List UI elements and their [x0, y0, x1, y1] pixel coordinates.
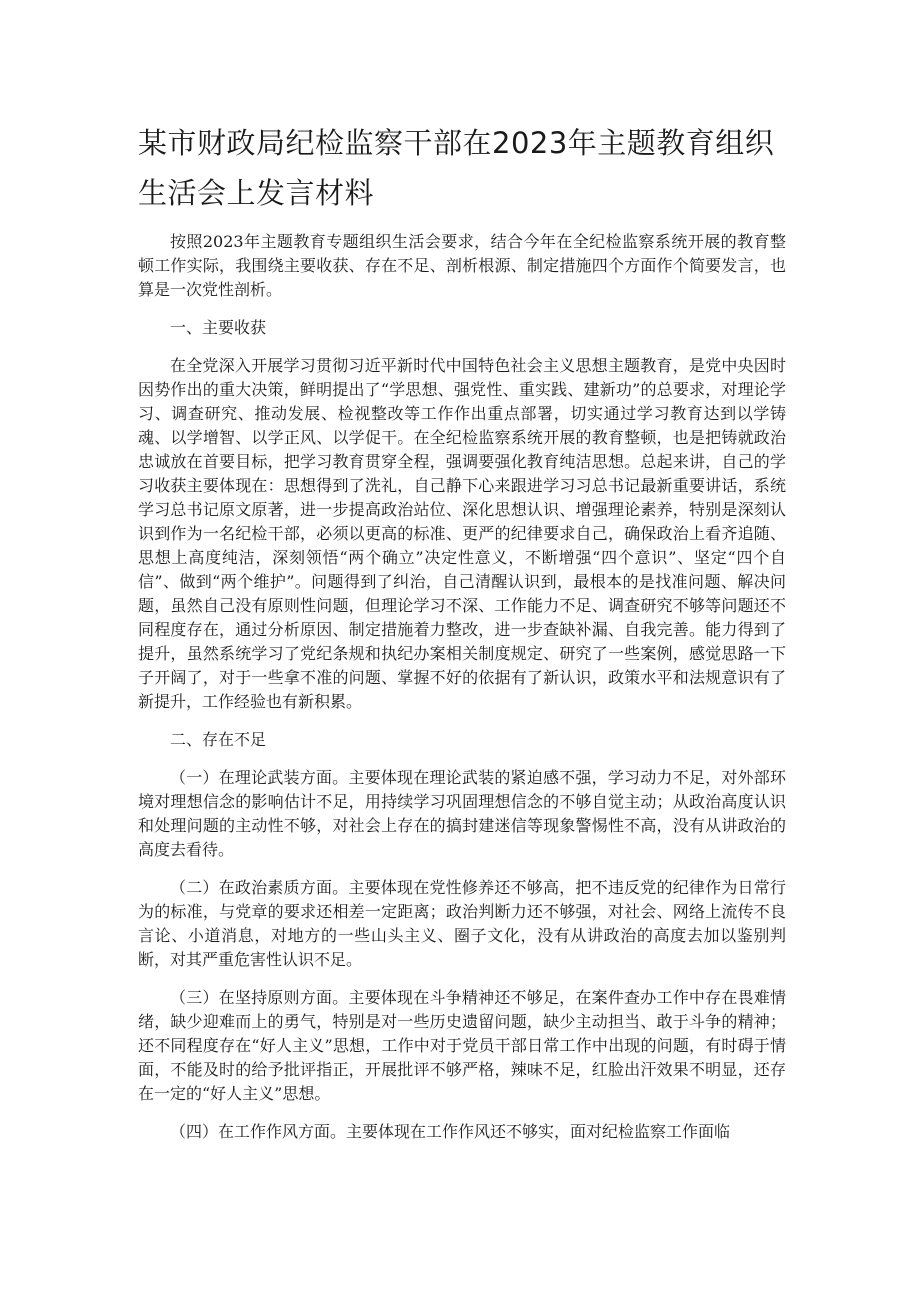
section-body-main-gains: 在全党深入开展学习贯彻习近平新时代中国特色社会主义思想主题教育，是党中央因时因势作出的重大决策，鲜明提出了“学思想、强党性、重实践、建新功”的总要求，对理论学习、调查研究、推动发展、检视整改等工作作出重点部署，切实通过学习教育达到以学铸魂、以学增智、以学正风、以学促干。在全纪检监察系统开展的教育整顿，也是把铸就政治忠诚放在首要目标，把学习教育贯穿全程，强调要强化教育纯洁思想。总起来讲，自己的学习收获主要体现在：思想得到了洗礼，自己静下心来跟进学习习总书记最新重要讲话，系统学习总书记原文原著，进一步提高政治站位、深化思想认识、增强理论素养，特别是深刻认识到作为一名纪检干部，必须以更高的标准、更严的纪律要求自己，确保政治上看齐追随、思想上高度纯洁，深刻领悟“两个确立”决定性意义，不断增强“四个意识”、坚定“四个自信”、做到“两个维护”。问题得到了纠治，自己清醒认识到，最根本的是找准问题、解决问题，虽然自己没有原则性问题，但理论学习不深、工作能力不足、调查研究不够等问题还不同程度存在，通过分析原因、制定措施着力整改，进一步查缺补漏、自我完善。能力得到了提升，虽然系统学习了党纪条规和执纪办案相关制度规定、研究了一些案例，感觉思路一下子开阔了，对于一些拿不准的问题、掌握不好的依据有了新认识，政策水平和法规意识有了新提升，工作经验也有新积累。 [138, 356, 786, 711]
intro-paragraph: 按照2023年主题教育专题组织生活会要求，结合今年在全纪检监察系统开展的教育整顿工作实际，我围绕主要收获、存在不足、剖析根源、制定措施四个方面作个简要发言，也算是一次党性剖析。 [138, 232, 786, 299]
document-title: 某市财政局纪检监察干部在2023年主题教育组织生活会上发言材料 [138, 126, 775, 210]
section-heading-main-gains: 一、主要收获 [170, 318, 267, 337]
section-heading-shortcomings: 二、存在不足 [170, 730, 267, 749]
document-page [138, 118, 786, 1158]
shortcoming-item-political: （二）在政治素质方面。主要体现在党性修养还不够高，把不违反党的纪律作为日常行为的标准，与党章的要求还相差一定距离；政治判断力还不够强，对社会、网络上流传不良言论、小道消息，对地方的一些山头主义、圈子文化，没有从讲政治的高度去加以鉴别判断，对其严重危害性认识不足。 [138, 878, 786, 969]
shortcoming-item-work-style: （四）在工作作风方面。主要体现在工作作风还不够实，面对纪检监察工作面临 [170, 1122, 731, 1141]
shortcoming-item-principle: （三）在坚持原则方面。主要体现在斗争精神还不够足，在案件查办工作中存在畏难情绪，缺少迎难而上的勇气，特别是对一些历史遗留问题，缺少主动担当、敢于斗争的精神；还不同程度存在“好人主义”思想，工作中对于党员干部日常工作中出现的问题，有时碍于情面，不能及时的给予批评指正，开展批评不够严格，辣味不足，红脸出汗效果不明显，还存在一定的“好人主义”思想。 [138, 988, 786, 1103]
shortcoming-item-theory: （一）在理论武装方面。主要体现在理论武装的紧迫感不强，学习动力不足，对外部环境对理想信念的影响估计不足，用持续学习巩固理想信念的不够自觉主动；从政治高度认识和处理问题的主动性不够，对社会上存在的搞封建迷信等现象警惕性不高，没有从讲政治的高度去看待。 [138, 768, 786, 859]
